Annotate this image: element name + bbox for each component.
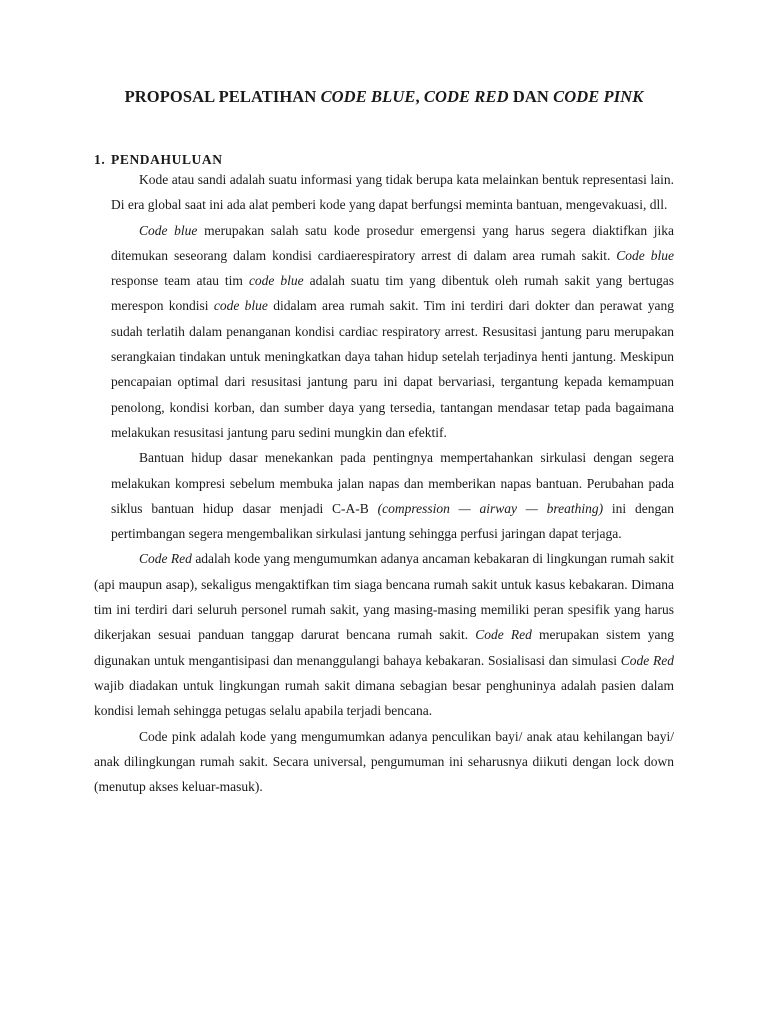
term-code-blue: code blue	[248, 273, 304, 289]
paragraph-4-text-1: adalah kode yang mengumumkan adanya ancaman kebakaran di lingkungan rumah sakit (api maupun asap), sekaligus mengaktifkan tim siaga bencana rumah sakit untuk kasus kebakaran. Dimana tim ini terdiri dari seluruh personel rumah sakit, yang masing-masing memiliki peran spesifik yang harus dikerjakan sesuai panduan tanggap darurat bencana rumah sakit.	[94, 551, 674, 643]
title-conjunction: DAN	[508, 87, 554, 106]
paragraph-2-text-2: response team atau tim	[111, 273, 249, 289]
paragraph-2-text-3: adalah suatu tim yang dibentuk oleh rumah sakit yang bertugas merespon kondisi	[111, 273, 674, 314]
term-code-red: Code Red	[475, 627, 532, 643]
term-code-blue: Code blue	[139, 222, 198, 238]
section-heading	[94, 152, 674, 168]
term-code-blue: code blue	[213, 298, 268, 314]
paragraph-4	[94, 546, 674, 723]
section-number: 1.	[94, 152, 106, 167]
paragraph-3-text-1: Bantuan hidup dasar menekankan pada pentingnya mempertahankan sirkulasi dengan segera melakukan kompresi sebelum membuka jalan napas dan memberikan napas bantuan. Perubahan pada siklus bantuan hidup dasar menjadi C-A-B	[111, 450, 674, 516]
term-compression-airway-breathing: (compression — airway — breathing)	[377, 500, 604, 516]
paragraph-2	[94, 218, 674, 446]
title-code-red: CODE RED	[423, 87, 509, 106]
paragraph-3-text-2: ini dengan pertimbangan segera mengembalikan sirkulasi jantung sehingga perfusi jaringan dapat terjaga.	[111, 500, 674, 542]
paragraph-1	[94, 167, 674, 218]
paragraph-5-text: Code pink adalah kode yang mengumumkan adanya penculikan bayi/ anak atau kehilangan bayi/ anak dilingkungan rumah sakit. Secara universal, pengumuman ini seharusnya diikuti dengan lock down (menutup akses keluar-masuk).	[94, 728, 674, 795]
title-code-blue: CODE BLUE	[320, 87, 416, 106]
title-code-pink: CODE PINK	[553, 87, 644, 106]
paragraph-4-text-2: merupakan sistem yang digunakan untuk mengantisipasi dan menanggulangi bahaya kebakaran. Sosialisasi dan simulasi	[94, 627, 674, 668]
paragraph-4-text-3: wajib diadakan untuk lingkungan rumah sakit dimana sebagian besar penghuninya adalah pasien dalam kondisi lemah sehingga petugas selalu apabila terjadi bencana.	[94, 677, 674, 719]
paragraph-1-text: Kode atau sandi adalah suatu informasi yang tidak berupa kata melainkan bentuk representasi lain. Di era global saat ini ada alat pemberi kode yang dapat berfungsi meminta bantuan, mengevakuasi, dll.	[111, 172, 674, 213]
document-title	[94, 87, 674, 107]
paragraph-2-text-4: didalam area rumah sakit. Tim ini terdiri dari dokter dan perawat yang sudah terlatih dalam penanganan kondisi cardiac respiratory arrest. Resusitasi jantung paru merupakan serangkaian tindakan untuk meningkatkan daya tahan hidup setelah terjadinya henti jantung. Meskipun pencapaian optimal dari resusitasi jantung paru ini dapat bervariasi, tergantung kepada kemampuan penolong, kondisi korban, dan sumber daya yang tersedia, tantangan mendasar tetap pada bagaimana melakukan resusitasi jantung paru sedini mungkin dan efektif.	[111, 298, 674, 440]
term-code-blue: Code blue	[616, 247, 674, 263]
term-code-red: Code Red	[620, 652, 674, 668]
title-separator: ,	[415, 87, 424, 106]
paragraph-3	[94, 445, 674, 546]
term-code-red: Code Red	[139, 551, 192, 567]
title-prefix: PROPOSAL PELATIHAN	[124, 87, 321, 106]
paragraph-5	[94, 724, 674, 800]
section-title: PENDAHULUAN	[111, 152, 223, 167]
paragraph-2-text-1: merupakan salah satu kode prosedur emergensi yang harus segera diaktifkan jika ditemukan seseorang dalam kondisi cardiaerespiratory arrest di dalam area rumah sakit.	[111, 222, 674, 263]
